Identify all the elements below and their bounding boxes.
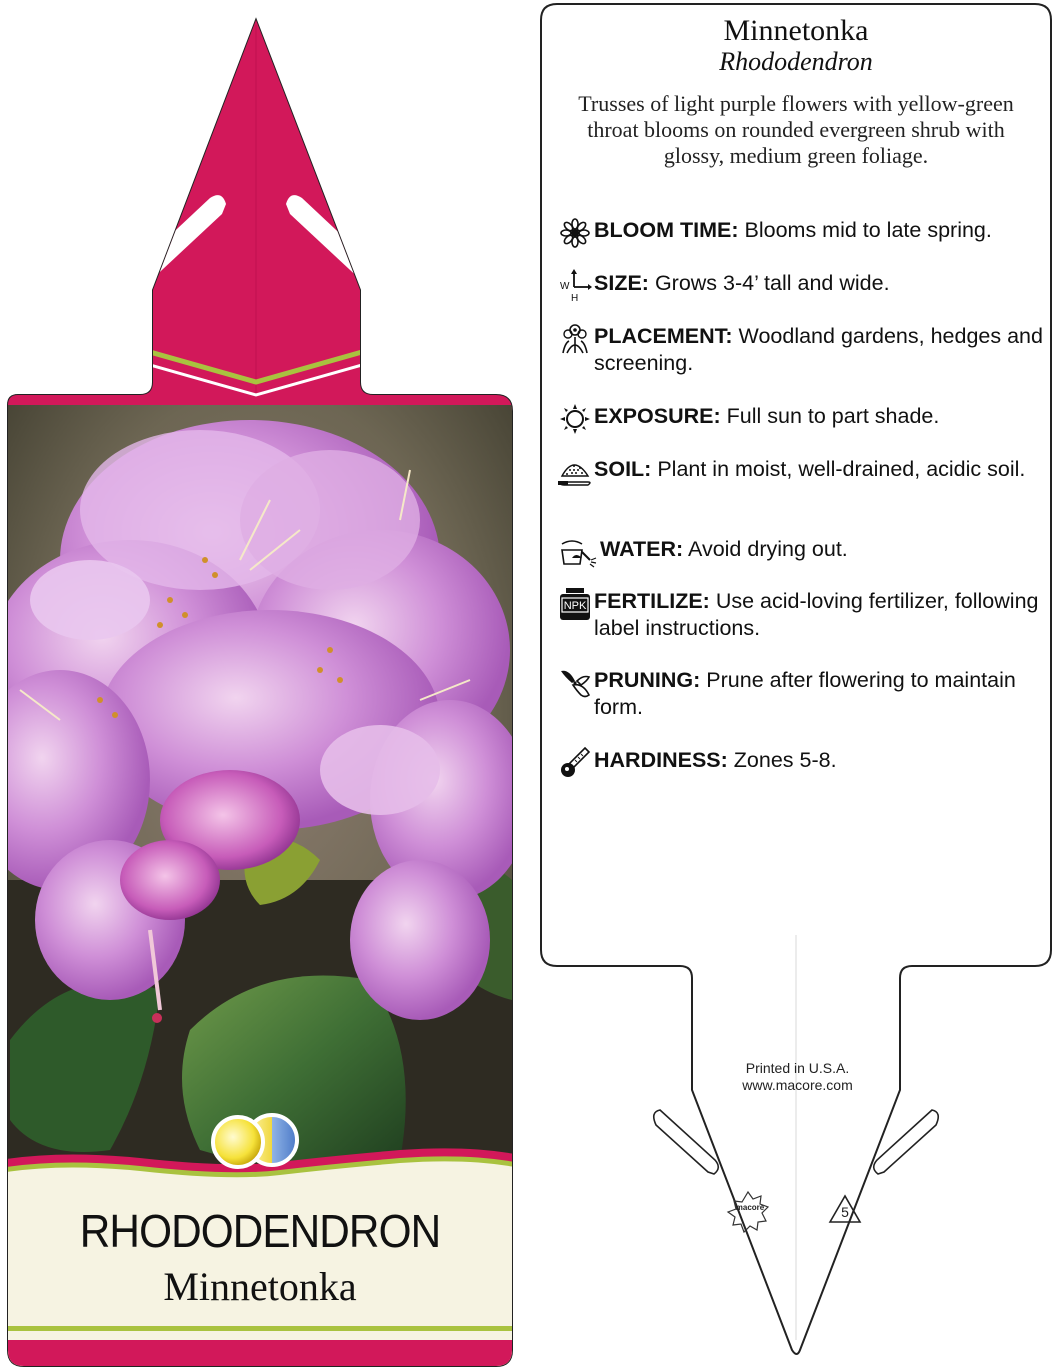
attr-label: SOIL: (594, 457, 652, 481)
recycle-number: 5 (841, 1204, 849, 1220)
pruning-shears-icon (556, 665, 594, 701)
printed-country: Printed in U.S.A. (745, 1060, 850, 1076)
attr-value: Zones 5-8. (733, 748, 837, 772)
attr-pruning (556, 665, 1044, 721)
npk-text: NPK (563, 600, 587, 612)
sun-icon (556, 401, 594, 437)
attr-label: BLOOM TIME: (594, 218, 739, 242)
npk-fertilizer-icon (556, 586, 594, 622)
attr-soil (556, 454, 1044, 490)
rhododendron-photo (0, 405, 530, 1180)
attr-label: PRUNING: (594, 668, 701, 692)
attr-value: Avoid drying out. (688, 537, 848, 561)
watering-can-icon (556, 534, 600, 570)
front-title: RHODODENDRON (79, 1205, 441, 1257)
attr-label: EXPOSURE: (594, 404, 721, 428)
attr-fertilize (556, 586, 1044, 642)
attr-bloom-time (556, 215, 1044, 251)
attr-water (556, 534, 1044, 570)
size-arrows-icon (556, 268, 594, 304)
size-h-letter: H (571, 293, 579, 303)
flower-icon (556, 215, 594, 251)
attr-value: Full sun to part shade. (726, 404, 940, 428)
attr-value: Woodland gardens, hedges and screening. (594, 324, 1043, 375)
front-subtitle: Minnetonka (163, 1264, 357, 1309)
attr-label: WATER: (600, 537, 684, 561)
attr-label: HARDINESS: (594, 748, 728, 772)
plant-name: Minnetonka (723, 14, 869, 47)
attr-value: Blooms mid to late spring. (744, 218, 992, 242)
attr-value: Prune after flowering to maintain form. (594, 668, 1016, 719)
placement-plants-icon (556, 321, 594, 357)
soil-trowel-icon (556, 454, 594, 490)
attr-value: Use acid-loving fertilizer, following label instructions. (594, 589, 1039, 640)
printed-info (700, 1060, 895, 1094)
printed-website: www.macore.com (742, 1077, 853, 1093)
attr-exposure (556, 401, 1044, 437)
botanical-name: Rhododendron (719, 47, 873, 76)
front-header-band (0, 0, 520, 420)
attr-label: PLACEMENT: (594, 324, 733, 348)
attr-label: SIZE: (594, 271, 649, 295)
attr-placement (556, 321, 1044, 377)
size-w-letter: W (560, 281, 570, 292)
attr-value: Plant in moist, well-drained, acidic soil. (657, 457, 1026, 481)
thermometer-icon (556, 745, 594, 781)
plant-description: Trusses of light purple flowers with yellow-green throat blooms on rounded evergreen shrub with glossy, medium green foliage. (578, 91, 1014, 168)
exposure-symbol (213, 1115, 297, 1167)
attr-size (556, 268, 1044, 304)
attr-hardiness (556, 745, 1044, 781)
attr-value: Grows 3-4’ tall and wide. (654, 271, 890, 295)
macore-logo-text: macore (735, 1203, 765, 1212)
attr-label: FERTILIZE: (594, 589, 710, 613)
